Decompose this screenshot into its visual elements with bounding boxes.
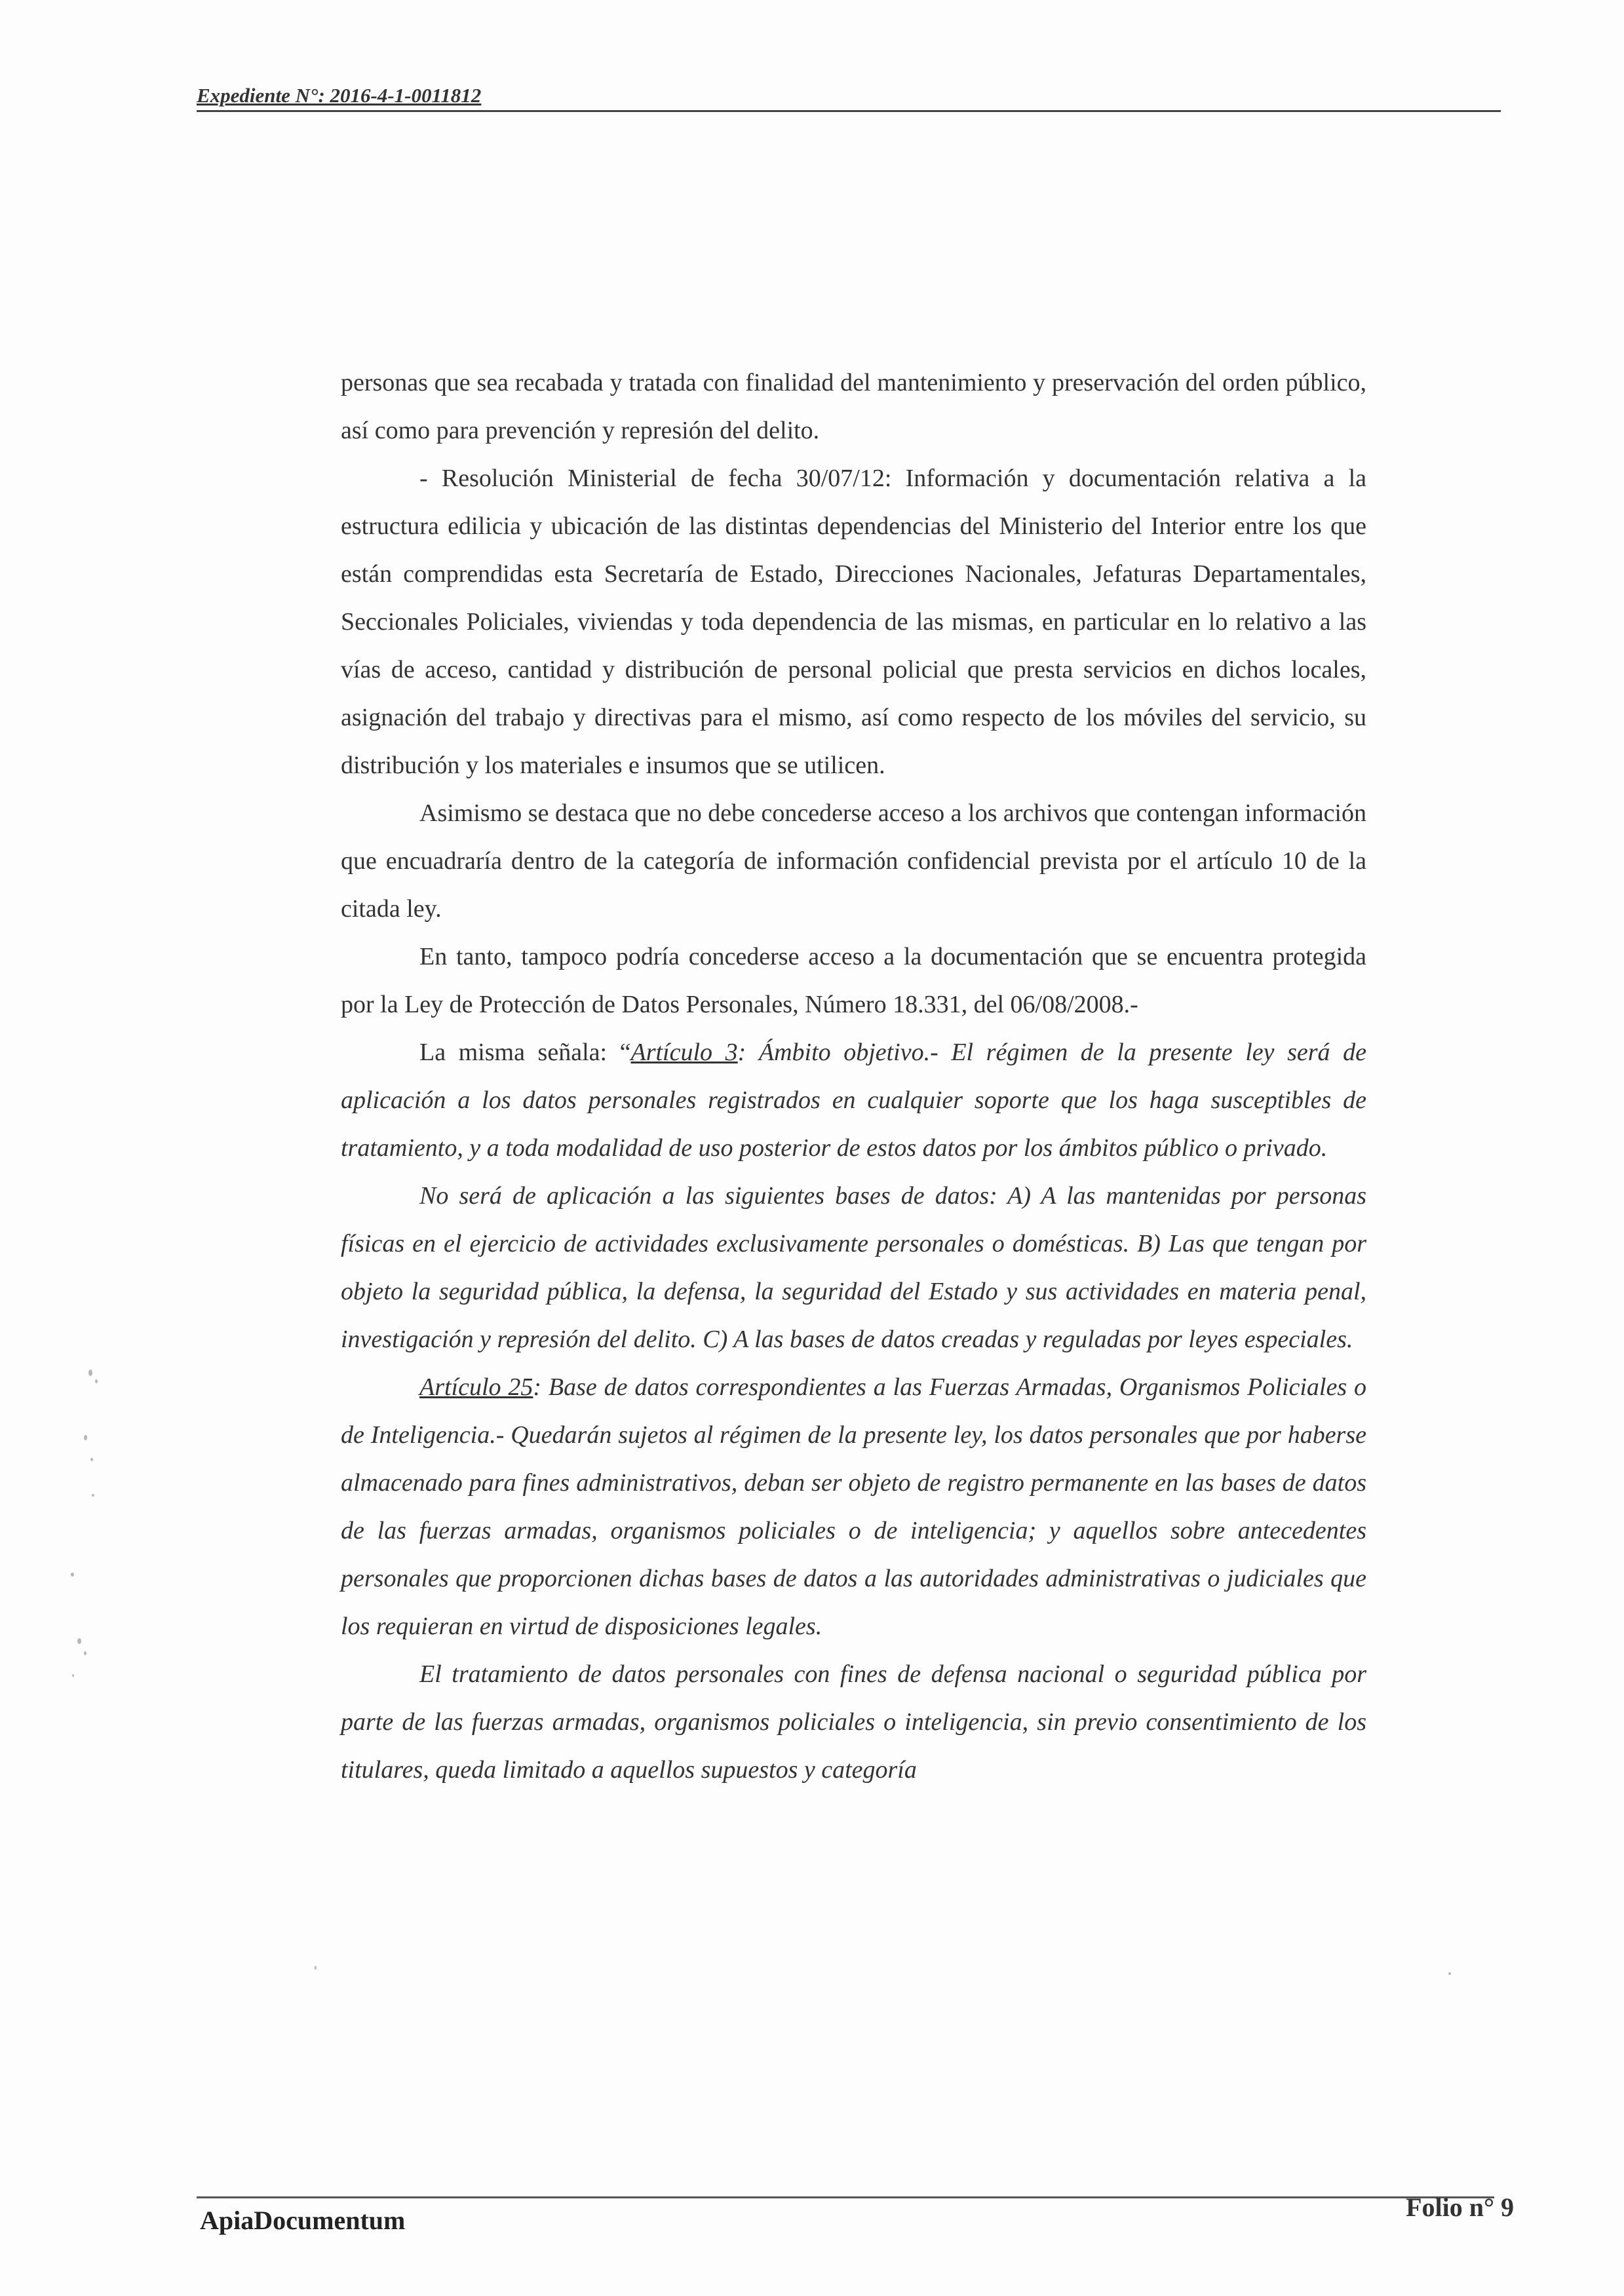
document-body	[341, 359, 1366, 1794]
footer-brand: ApiaDocumentum	[200, 2206, 406, 2235]
paragraph-1: personas que sea recabada y tratada con finalidad del mantenimiento y preservación del orden público, así como para prevención y represión del delito.	[341, 369, 1366, 444]
scan-speck	[72, 1674, 74, 1677]
paragraph-articulo-25-text: : Base de datos correspondientes a las Fuerzas Armadas, Organismos Policiales o de Inteligencia.- Quedarán sujetos al régimen de la presente ley, los datos personales que por haberse almacenado para fines administrativos, deban ser objeto de registro permanente en las bases de datos de las fuerzas armadas, organismos policiales o de inteligencia; y aquellos sobre antecedentes personales que proporcionen dichas bases de datos a las autoridades administrativas o judiciales que los requieran en virtud de disposiciones legales.	[341, 1373, 1366, 1640]
footer-divider	[197, 2196, 1494, 2198]
scan-speck	[77, 1638, 81, 1644]
scan-speck	[88, 1369, 92, 1376]
paragraph-articulo-25	[341, 1364, 1366, 1651]
paragraph-articulo-3-intro: La misma señala: “	[419, 1039, 631, 1066]
articulo-25-reference: Artículo 25	[419, 1373, 533, 1401]
scan-speck	[315, 1966, 317, 1970]
paragraph-no-sera: No será de aplicación a las siguientes bases de datos: A) A las mantenidas por personas físicas en el ejercicio de actividades exclusivamente personales o domésticas. B) Las que tengan por objeto la seguridad pública, la defensa, la seguridad del Estado y sus actividades en materia penal, investigación y represión del delito. C) A las bases de datos creadas y reguladas por leyes especiales.	[341, 1182, 1366, 1353]
folio-number: Folio n° 9	[1406, 2192, 1514, 2222]
scan-speck	[90, 1458, 93, 1461]
paragraph-resolucion: - Resolución Ministerial de fecha 30/07/12: Información y documentación relativa a la estructura edilicia y ubicación de las distintas dependencias del Ministerio del Interior entre los que están comprendidas esta Secretaría de Estado, Direcciones Nacionales, Jefaturas Departamentales, Seccionales Policiales, viviendas y toda dependencia de las mismas, en particular en lo relativo a las vías de acceso, cantidad y distribución de personal policial que presta servicios en dichos locales, asignación del trabajo y directivas para el mismo, así como respecto de los móviles del servicio, su distribución y los materiales e insumos que se utilicen.	[341, 465, 1366, 779]
paragraph-en-tanto: En tanto, tampoco podría concederse acceso a la documentación que se encuentra protegida por la Ley de Protección de Datos Personales, Número 18.331, del 06/08/2008.-	[341, 943, 1366, 1018]
page-header	[197, 84, 1501, 112]
scan-speck	[84, 1435, 87, 1440]
scan-speck	[71, 1573, 74, 1577]
scan-speck	[84, 1651, 87, 1655]
paragraph-asimismo: Asimismo se destaca que no debe concederse acceso a los archivos que contengan información que encuadraría dentro de la categoría de información confidencial prevista por el artículo 10 de la citada ley.	[341, 799, 1366, 923]
scan-speck	[1448, 1972, 1451, 1975]
scan-speck	[92, 1494, 94, 1497]
articulo-3-reference: Artículo 3	[630, 1039, 738, 1066]
scan-speck	[95, 1379, 98, 1383]
paragraph-tratamiento: El tratamiento de datos personales con fines de defensa nacional o seguridad pública por parte de las fuerzas armadas, organismos policiales o inteligencia, sin previo consentimiento de los titulares, queda limitado a aquellos supuestos y categoría	[341, 1660, 1366, 1784]
paragraph-articulo-3	[341, 1029, 1366, 1172]
paragraph-articulo-3-text: : Ámbito objetivo.- El régimen de la presente ley será de aplicación a los datos personales registrados en cualquier soporte que los haga susceptibles de tratamiento, y a toda modalidad de uso posterior de estos datos por los ámbitos público o privado.	[341, 1039, 1366, 1162]
expediente-number: Expediente N°: 2016-4-1-0011812	[197, 84, 482, 107]
